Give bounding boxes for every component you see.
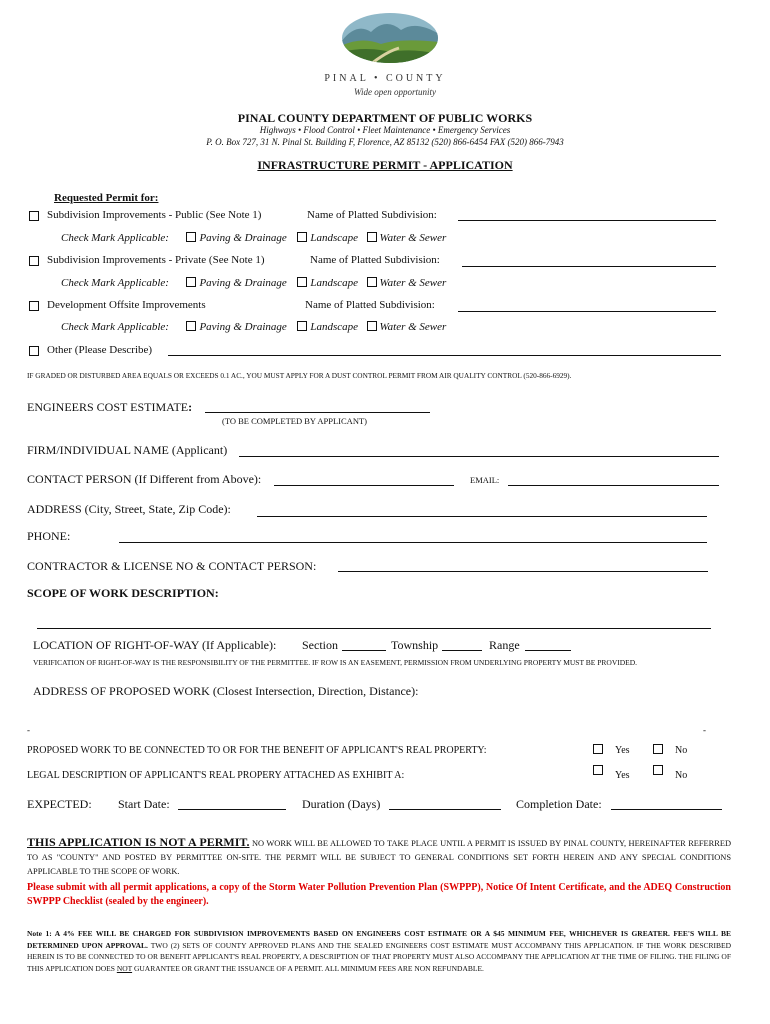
water-sewer-label: Water & Sewer: [379, 321, 447, 333]
completion-date-label: Completion Date:: [516, 797, 602, 811]
landscape-checkbox-3[interactable]: [297, 321, 307, 331]
address-label: ADDRESS (City, Street, State, Zip Code):: [27, 502, 231, 516]
expected-label: EXPECTED:: [27, 797, 92, 811]
duration-field[interactable]: [389, 809, 501, 810]
form-title: INFRASTRUCTURE PERMIT - APPLICATION: [257, 158, 513, 172]
contact-person-field[interactable]: [274, 485, 454, 486]
phone-field[interactable]: [119, 542, 707, 543]
right-of-way-label: LOCATION OF RIGHT-OF-WAY (If Applicable):: [33, 638, 277, 652]
check-applicable-label: Check Mark Applicable:: [61, 321, 169, 333]
water-sewer-label: Water & Sewer: [379, 277, 447, 289]
phone-label: PHONE:: [27, 529, 71, 543]
water-sewer-checkbox-1[interactable]: [367, 232, 377, 242]
fee-note-text-2: GUARANTEE OR GRANT THE ISSUANCE OF A PERMIT. ALL MINIMUM FEES ARE NON REFUNDABLE.: [132, 963, 484, 973]
paving-drainage-label: Paving & Drainage: [199, 277, 287, 289]
platted-subdivision-label-1: Name of Platted Subdivision:: [307, 209, 437, 221]
email-field[interactable]: [508, 485, 719, 486]
department-title: PINAL COUNTY DEPARTMENT OF PUBLIC WORKS: [237, 111, 533, 125]
range-label: Range: [489, 638, 520, 652]
landscape-label: Landscape: [310, 277, 358, 289]
check-applicable-label: Check Mark Applicable:: [61, 277, 169, 289]
paving-drainage-checkbox-1[interactable]: [186, 232, 196, 242]
section-label: Section: [302, 638, 338, 652]
water-sewer-checkbox-2[interactable]: [367, 277, 377, 287]
permit-other-field[interactable]: [168, 355, 721, 356]
logo-tagline: Wide open opportunity: [354, 87, 436, 97]
paving-drainage-label: Paving & Drainage: [199, 321, 287, 333]
contractor-field[interactable]: [338, 571, 708, 572]
firm-name-label: FIRM/INDIVIDUAL NAME (Applicant): [27, 443, 228, 457]
permit-offsite-checkbox[interactable]: [29, 301, 39, 311]
paving-drainage-checkbox-3[interactable]: [186, 321, 196, 331]
fee-note: [27, 928, 731, 974]
township-field[interactable]: [442, 650, 482, 651]
swppp-notice: Please submit with all permit applications, a copy of the Storm Water Pollution Prevention Plan (SWPPP), Notice Of Intent Certificate, and the ADEQ Construction SWPPP Checklist (sealed by the engineer).: [27, 882, 731, 907]
check-applicable-row-2: [61, 277, 446, 289]
not-a-permit-heading: THIS APPLICATION IS NOT A PERMIT.: [27, 835, 250, 849]
platted-subdivision-label-3: Name of Platted Subdivision:: [305, 299, 435, 311]
department-divisions: Highways • Flood Control • Fleet Maintenance • Emergency Services: [259, 125, 511, 135]
proposed-work-address-label: ADDRESS OF PROPOSED WORK (Closest Intersection, Direction, Distance):: [33, 684, 419, 698]
township-label: Township: [391, 638, 439, 652]
engineers-cost-estimate-label: ENGINEERS COST ESTIMATE:: [27, 400, 193, 414]
question-legal-description: LEGAL DESCRIPTION OF APPLICANT'S REAL PROPERY ATTACHED AS EXHIBIT A:: [27, 770, 405, 781]
check-applicable-row-1: [61, 232, 446, 244]
contractor-label: CONTRACTOR & LICENSE NO & CONTACT PERSON:: [27, 559, 317, 573]
check-applicable-row-3: [61, 321, 446, 333]
cost-estimate-note: (TO BE COMPLETED BY APPLICANT): [222, 416, 367, 426]
question-benefit-property: PROPOSED WORK TO BE CONNECTED TO OR FOR THE BENEFIT OF APPLICANT'S REAL PROPERTY:: [27, 745, 487, 756]
platted-subdivision-label-2: Name of Platted Subdivision:: [310, 254, 440, 266]
legal-yes-checkbox[interactable]: [593, 765, 603, 775]
start-date-label: Start Date:: [118, 797, 170, 811]
permit-public-checkbox[interactable]: [29, 211, 39, 221]
department-address: P. O. Box 727, 31 N. Pinal St. Building F, Florence, AZ 85132 (520) 866-6454 FAX (520) 866-7943: [206, 137, 564, 147]
completion-date-field[interactable]: [611, 809, 722, 810]
permit-private-checkbox[interactable]: [29, 256, 39, 266]
pinal-county-logo-icon: [341, 12, 439, 64]
landscape-label: Landscape: [310, 232, 358, 244]
paving-drainage-checkbox-2[interactable]: [186, 277, 196, 287]
benefit-no-checkbox[interactable]: [653, 744, 663, 754]
check-applicable-label: Check Mark Applicable:: [61, 232, 169, 244]
address-field[interactable]: [257, 516, 707, 517]
permit-offsite-label: Development Offsite Improvements: [47, 299, 206, 311]
legal-yes-label: Yes: [615, 770, 630, 781]
landscape-checkbox-2[interactable]: [297, 277, 307, 287]
landscape-checkbox-1[interactable]: [297, 232, 307, 242]
platted-subdivision-field-1[interactable]: [458, 220, 716, 221]
contact-person-label: CONTACT PERSON (If Different from Above):: [27, 472, 262, 486]
paving-drainage-label: Paving & Drainage: [199, 232, 287, 244]
email-label: EMAIL:: [470, 475, 500, 485]
legal-no-label: No: [675, 770, 688, 781]
scope-of-work-heading: SCOPE OF WORK DESCRIPTION:: [27, 586, 219, 600]
permit-public-label: Subdivision Improvements - Public (See Note 1): [47, 209, 262, 221]
duration-label: Duration (Days): [302, 797, 381, 811]
permit-other-label: Other (Please Describe): [47, 344, 153, 356]
benefit-yes-label: Yes: [615, 745, 630, 756]
engineers-cost-estimate-field[interactable]: [205, 412, 430, 413]
platted-subdivision-field-3[interactable]: [458, 311, 716, 312]
logo-name: PINAL • COUNTY: [324, 73, 446, 84]
permit-other-checkbox[interactable]: [29, 346, 39, 356]
fee-note-text-1: TWO (2) SETS OF COUNTY APPROVED PLANS AND THE SEALED ENGINEERS COST ESTIMATE MUST ACCOMPANY THIS APPLICATION. IF THE WORK DESCRIBED HEREIN IS TO BE CONNECTED TO OR BENEFIT APPLICANT'S REAL PROPERTY, A DESCRIPTION OF THAT PROPERTY MUST ALSO ACCOMPANY THE APPLICATION AT THE TIME OF FILING. THE FILING OF THIS APPLICATION DOES: [27, 940, 732, 973]
landscape-label: Landscape: [310, 321, 358, 333]
not-a-permit-text: NO WORK WILL BE ALLOWED TO TAKE PLACE UNTIL A PERMIT IS ISSUED BY PINAL COUNTY, HEREINAFTER REFERRED TO AS "COUNTY" AND POSTED BY PERMITTEE ON-SITE. THE PERMIT WILL BE SUBJECT TO GENERAL CONDITIONS SET FORTH HEREIN AND ANY SPECIAL CONDITIONS APPLICABLE TO THE SCOPE OF WORK.: [27, 839, 732, 876]
benefit-no-label: No: [675, 745, 688, 756]
not-a-permit-notice: [27, 835, 731, 879]
water-sewer-label: Water & Sewer: [379, 232, 447, 244]
section-field[interactable]: [342, 650, 386, 651]
proposed-work-address-field-start[interactable]: -: [27, 725, 30, 735]
proposed-work-address-field-end[interactable]: -: [703, 725, 706, 735]
fee-note-not: NOT: [116, 963, 133, 973]
start-date-field[interactable]: [178, 809, 286, 810]
dust-control-notice: IF GRADED OR DISTURBED AREA EQUALS OR EXCEEDS 0.1 AC., YOU MUST APPLY FOR A DUST CONTROL PERMIT FROM AIR QUALITY CONTROL (520-866-6929).: [27, 371, 572, 380]
range-field[interactable]: [525, 650, 571, 651]
requested-permit-heading: Requested Permit for:: [54, 192, 159, 204]
legal-no-checkbox[interactable]: [653, 765, 663, 775]
water-sewer-checkbox-3[interactable]: [367, 321, 377, 331]
row-verification-notice: VERIFICATION OF RIGHT-OF-WAY IS THE RESPONSIBILITY OF THE PERMITTEE. IF ROW IS AN EASEMENT, PERMISSION FROM UNDERLYING PROPERTY MUST BE PROVIDED.: [33, 658, 638, 667]
permit-private-label: Subdivision Improvements - Private (See Note 1): [47, 254, 265, 266]
firm-name-field[interactable]: [239, 456, 719, 457]
fee-note-bold: Note 1: A 4% FEE WILL BE CHARGED FOR SUBDIVISION IMPROVEMENTS BASED ON ENGINEERS COST ESTIMATE OR A $45 MINIMUM FEE, WHICHEVER IS GREATER. FEE'S WILL BE DETERMINED UPON APPROVAL.: [27, 929, 731, 950]
platted-subdivision-field-2[interactable]: [462, 266, 716, 267]
scope-of-work-field[interactable]: [37, 628, 711, 629]
benefit-yes-checkbox[interactable]: [593, 744, 603, 754]
